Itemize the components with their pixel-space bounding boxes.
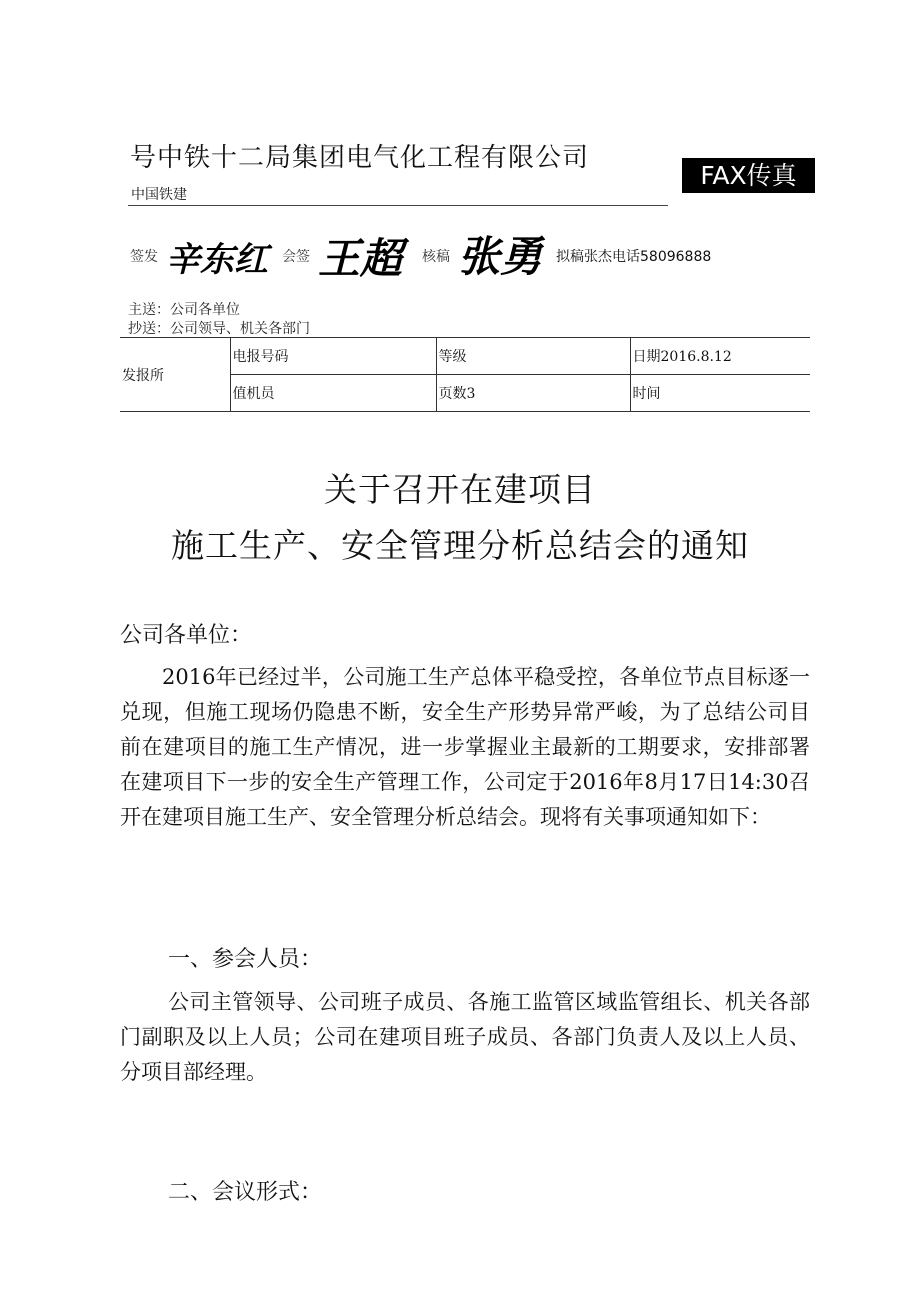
body-paragraph-intro: 2016年已经过半，公司施工生产总体平稳受控，各单位节点目标逐一兑现，但施工现场仍隐患不断，安全生产形势异常严峻，为了总结公司目前在建项目的施工生产情况，进一步掌握业主最新的工期要求，安排部署在建项目下一步的安全生产管理工作，公司定于2016年8月17日14:30召开在建项目施工生产、安全管理分析总结会。现将有关事项通知如下： [120,665,810,829]
section-heading-attendees: 一、参会人员： [168,947,323,972]
main-recipients: 主送：公司各单位 [128,302,240,318]
issuer-label: 签发 [130,249,158,265]
telegram-info-table [120,337,810,412]
header-divider [128,205,668,206]
cc-recipients: 抄送：公司领导、机关各部门 [128,321,310,337]
salutation: 公司各单位： [120,623,253,648]
group-name: 中国铁建 [131,187,187,203]
notice-title-line2: 施工生产、安全管理分析总结会的通知 [171,526,749,565]
reviewer-label: 核稿 [422,249,450,265]
notice-title-line1: 关于召开在建项目 [324,470,596,509]
fax-badge: FAX传真 [682,158,815,193]
countersign-label: 会签 [282,249,310,265]
section-heading-meeting-format: 二、会议形式： [168,1180,323,1205]
company-name: 号中铁十二局集团电气化工程有限公司 [130,143,590,173]
issuer-signature: 辛东红 [166,240,268,280]
priority-level-cell: 等级 [436,338,630,375]
page-count-cell: 页数3 [436,375,630,412]
drafter-phone: 拟稿张杰电话58096888 [556,249,712,265]
time-cell: 时间 [630,375,810,412]
operator-cell: 值机员 [230,375,436,412]
reviewer-signature: 张勇 [458,232,543,281]
date-cell: 日期2016.8.12 [630,338,810,375]
telegram-number-cell: 电报号码 [230,338,436,375]
countersign-signature: 王超 [318,234,403,283]
sending-office-label: 发报所 [120,338,230,412]
body-paragraph-attendees: 公司主管领导、公司班子成员、各施工监管区域监管组长、机关各部门副职及以上人员；公司在建项目班子成员、各部门负责人及以上人员、分项目部经理。 [120,990,810,1084]
